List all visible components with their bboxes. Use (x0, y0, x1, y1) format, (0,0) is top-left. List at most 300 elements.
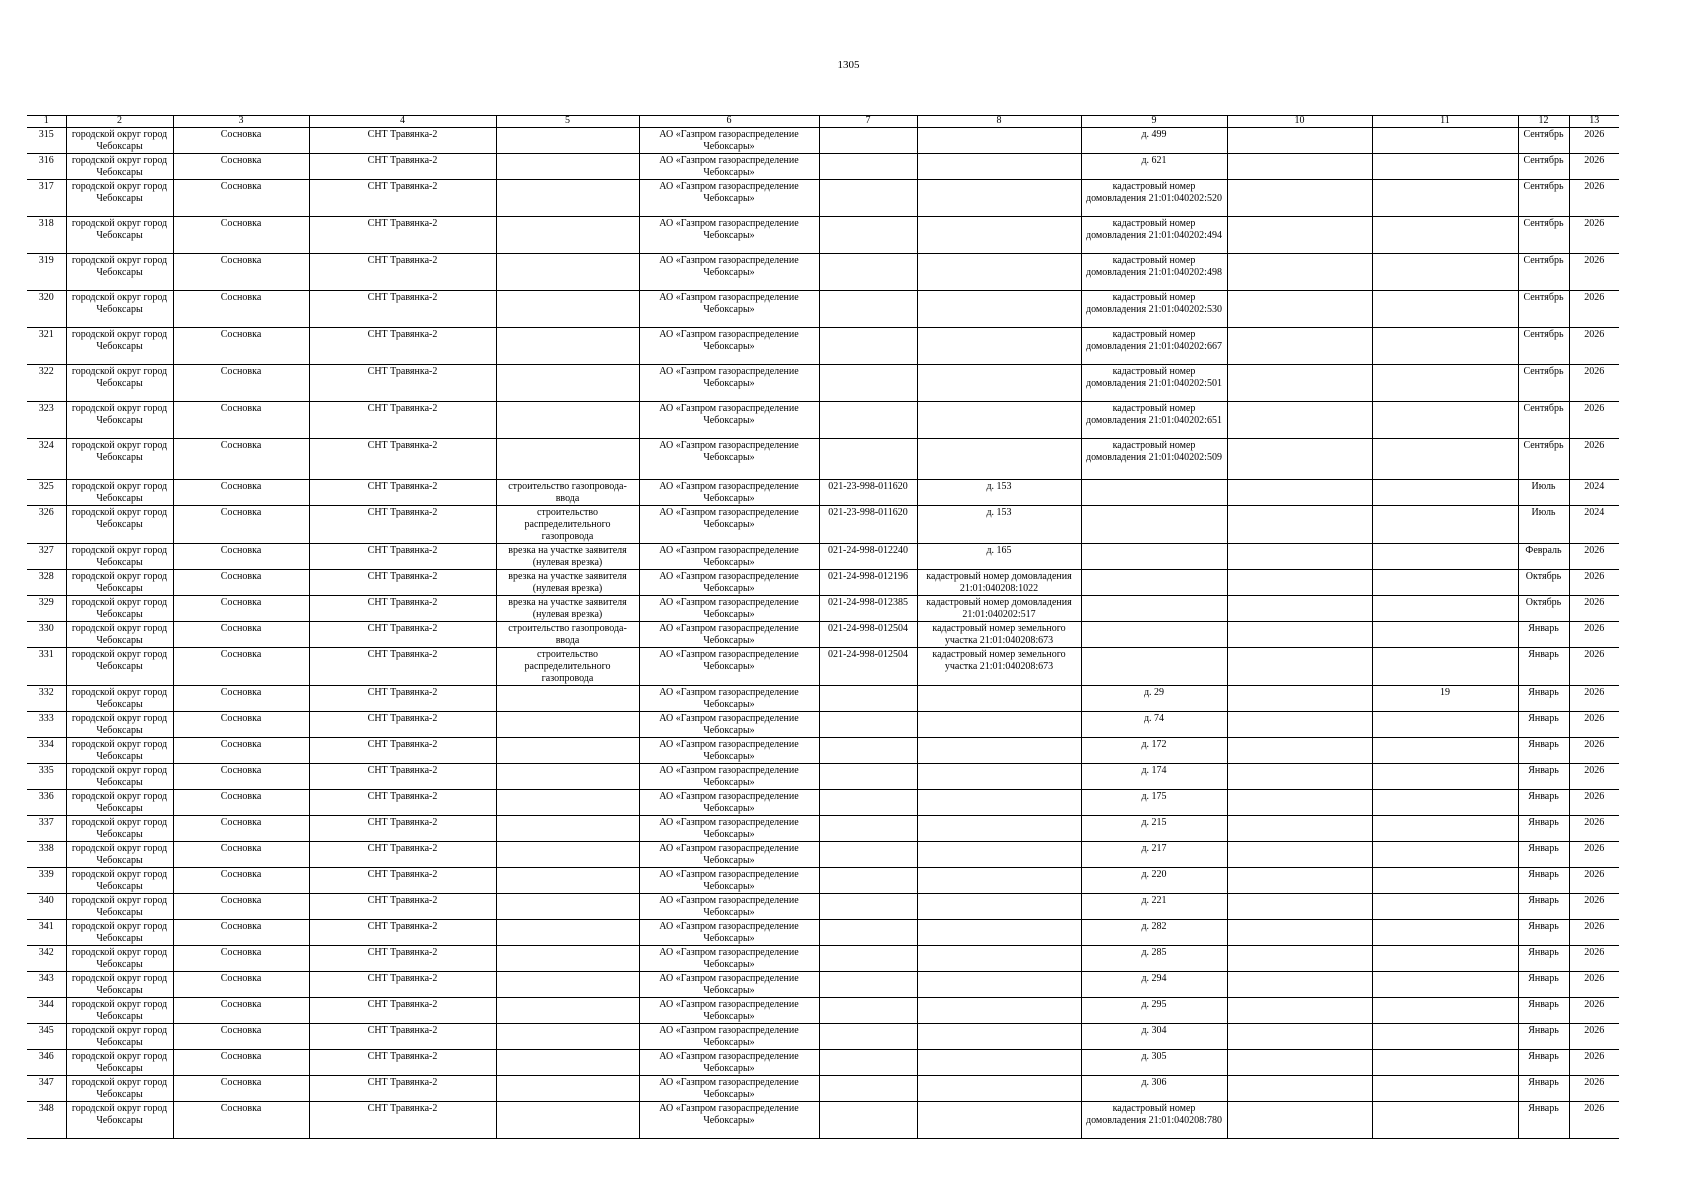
cell-contract-number: 021-24-998-012504 (819, 648, 917, 686)
cell-municipality: городской округ город Чебоксары (66, 180, 173, 217)
cell-organization: АО «Газпром газораспределение Чебоксары» (639, 816, 819, 842)
cell-house-address: кадастровый номер домовладения 21:01:040202:530 (1081, 291, 1227, 328)
table-row (27, 480, 1619, 506)
cell-row-number: 320 (27, 291, 66, 328)
cell-year: 2026 (1569, 842, 1619, 868)
cell-house-address: д. 306 (1081, 1076, 1227, 1102)
cell-work-type (496, 842, 639, 868)
cell-row-number: 346 (27, 1050, 66, 1076)
cell-col-11 (1372, 1024, 1518, 1050)
cell-year: 2024 (1569, 506, 1619, 544)
cell-col-10 (1227, 570, 1372, 596)
cell-year: 2026 (1569, 1050, 1619, 1076)
page-number: 1305 (837, 59, 860, 71)
column-header-6: 6 (639, 116, 819, 128)
cell-contract-number (819, 217, 917, 254)
cell-settlement: СНТ Травянка-2 (309, 180, 496, 217)
cell-col-10 (1227, 439, 1372, 480)
cell-col-10 (1227, 365, 1372, 402)
cell-col-10 (1227, 738, 1372, 764)
cell-year: 2026 (1569, 738, 1619, 764)
cell-row-number: 339 (27, 868, 66, 894)
cell-contract-number: 021-24-998-012196 (819, 570, 917, 596)
cell-house-address: д. 220 (1081, 868, 1227, 894)
cell-house-address (1081, 544, 1227, 570)
cell-organization: АО «Газпром газораспределение Чебоксары» (639, 154, 819, 180)
cell-work-type (496, 946, 639, 972)
cell-organization: АО «Газпром газораспределение Чебоксары» (639, 480, 819, 506)
cell-organization: АО «Газпром газораспределение Чебоксары» (639, 1102, 819, 1139)
cell-col-10 (1227, 180, 1372, 217)
cell-municipality: городской округ город Чебоксары (66, 1050, 173, 1076)
cell-contract-number (819, 920, 917, 946)
cell-row-number: 316 (27, 154, 66, 180)
cell-month: Сентябрь (1518, 128, 1569, 154)
cell-col-10 (1227, 790, 1372, 816)
cell-house-address: д. 499 (1081, 128, 1227, 154)
cell-settlement: СНТ Травянка-2 (309, 506, 496, 544)
cell-locality: Сосновка (173, 291, 309, 328)
table-row (27, 506, 1619, 544)
cell-contract-number (819, 1024, 917, 1050)
cell-col-11 (1372, 154, 1518, 180)
cell-row-number: 335 (27, 764, 66, 790)
table-row (27, 328, 1619, 365)
cell-settlement: СНТ Травянка-2 (309, 790, 496, 816)
table-row (27, 439, 1619, 480)
cell-locality: Сосновка (173, 894, 309, 920)
cell-organization: АО «Газпром газораспределение Чебоксары» (639, 291, 819, 328)
cell-col-11 (1372, 790, 1518, 816)
cell-municipality: городской округ город Чебоксары (66, 328, 173, 365)
cell-locality: Сосновка (173, 998, 309, 1024)
cell-col-10 (1227, 894, 1372, 920)
cell-year: 2026 (1569, 972, 1619, 998)
cell-organization: АО «Газпром газораспределение Чебоксары» (639, 894, 819, 920)
cell-locality: Сосновка (173, 254, 309, 291)
cell-col-11 (1372, 180, 1518, 217)
cell-month: Январь (1518, 842, 1569, 868)
cell-work-type (496, 998, 639, 1024)
cell-organization: АО «Газпром газораспределение Чебоксары» (639, 790, 819, 816)
cell-col-10 (1227, 1024, 1372, 1050)
table-row (27, 920, 1619, 946)
cell-month: Январь (1518, 816, 1569, 842)
cell-settlement: СНТ Травянка-2 (309, 328, 496, 365)
cell-year: 2026 (1569, 868, 1619, 894)
cell-house-address: д. 172 (1081, 738, 1227, 764)
cell-settlement: СНТ Травянка-2 (309, 480, 496, 506)
cell-house-address: д. 295 (1081, 998, 1227, 1024)
cell-organization: АО «Газпром газораспределение Чебоксары» (639, 254, 819, 291)
cell-work-type (496, 712, 639, 738)
cell-municipality: городской округ город Чебоксары (66, 622, 173, 648)
cell-organization: АО «Газпром газораспределение Чебоксары» (639, 842, 819, 868)
cell-locality: Сосновка (173, 686, 309, 712)
cell-object-address (917, 686, 1081, 712)
cell-month: Сентябрь (1518, 365, 1569, 402)
table-row (27, 622, 1619, 648)
cell-contract-number (819, 291, 917, 328)
cell-col-11 (1372, 972, 1518, 998)
table-row (27, 868, 1619, 894)
cell-work-type (496, 1076, 639, 1102)
cell-settlement: СНТ Травянка-2 (309, 1076, 496, 1102)
cell-house-address: кадастровый номер домовладения 21:01:040202:494 (1081, 217, 1227, 254)
cell-municipality: городской округ город Чебоксары (66, 544, 173, 570)
cell-municipality: городской округ город Чебоксары (66, 790, 173, 816)
cell-settlement: СНТ Травянка-2 (309, 738, 496, 764)
cell-col-10 (1227, 596, 1372, 622)
cell-col-11 (1372, 712, 1518, 738)
cell-settlement: СНТ Травянка-2 (309, 402, 496, 439)
cell-work-type (496, 764, 639, 790)
cell-col-11 (1372, 570, 1518, 596)
cell-settlement: СНТ Травянка-2 (309, 972, 496, 998)
table-row (27, 1050, 1619, 1076)
cell-col-10 (1227, 622, 1372, 648)
cell-object-address (917, 738, 1081, 764)
cell-house-address: д. 175 (1081, 790, 1227, 816)
cell-locality: Сосновка (173, 1076, 309, 1102)
cell-municipality: городской округ город Чебоксары (66, 1102, 173, 1139)
cell-house-address: д. 305 (1081, 1050, 1227, 1076)
cell-locality: Сосновка (173, 180, 309, 217)
cell-year: 2026 (1569, 894, 1619, 920)
cell-col-10 (1227, 1076, 1372, 1102)
cell-contract-number (819, 868, 917, 894)
cell-organization: АО «Газпром газораспределение Чебоксары» (639, 738, 819, 764)
cell-object-address (917, 842, 1081, 868)
cell-month: Февраль (1518, 544, 1569, 570)
cell-year: 2026 (1569, 254, 1619, 291)
cell-municipality: городской округ город Чебоксары (66, 1024, 173, 1050)
cell-object-address: д. 165 (917, 544, 1081, 570)
column-header-7: 7 (819, 116, 917, 128)
cell-work-type (496, 180, 639, 217)
cell-municipality: городской округ город Чебоксары (66, 686, 173, 712)
cell-contract-number (819, 1076, 917, 1102)
cell-year: 2026 (1569, 402, 1619, 439)
cell-col-11 (1372, 998, 1518, 1024)
cell-settlement: СНТ Травянка-2 (309, 686, 496, 712)
cell-col-10 (1227, 946, 1372, 972)
cell-month: Январь (1518, 920, 1569, 946)
cell-col-11 (1372, 506, 1518, 544)
column-header-13: 13 (1569, 116, 1619, 128)
cell-locality: Сосновка (173, 946, 309, 972)
cell-municipality: городской округ город Чебоксары (66, 946, 173, 972)
cell-organization: АО «Газпром газораспределение Чебоксары» (639, 868, 819, 894)
cell-col-10 (1227, 972, 1372, 998)
cell-month: Январь (1518, 790, 1569, 816)
cell-col-10 (1227, 480, 1372, 506)
cell-object-address (917, 868, 1081, 894)
cell-work-type: строительство газопровода-ввода (496, 622, 639, 648)
cell-object-address (917, 254, 1081, 291)
cell-municipality: городской округ город Чебоксары (66, 764, 173, 790)
cell-municipality: городской округ город Чебоксары (66, 648, 173, 686)
cell-month: Январь (1518, 946, 1569, 972)
cell-settlement: СНТ Травянка-2 (309, 365, 496, 402)
table-row (27, 596, 1619, 622)
cell-year: 2026 (1569, 544, 1619, 570)
cell-house-address: кадастровый номер домовладения 21:01:040202:520 (1081, 180, 1227, 217)
table-row (27, 217, 1619, 254)
cell-locality: Сосновка (173, 648, 309, 686)
column-header-9: 9 (1081, 116, 1227, 128)
cell-object-address (917, 154, 1081, 180)
cell-organization: АО «Газпром газораспределение Чебоксары» (639, 1024, 819, 1050)
cell-object-address (917, 328, 1081, 365)
cell-locality: Сосновка (173, 816, 309, 842)
cell-organization: АО «Газпром газораспределение Чебоксары» (639, 180, 819, 217)
cell-year: 2024 (1569, 480, 1619, 506)
cell-settlement: СНТ Травянка-2 (309, 1102, 496, 1139)
cell-month: Сентябрь (1518, 402, 1569, 439)
cell-locality: Сосновка (173, 402, 309, 439)
cell-work-type: врезка на участке заявителя (нулевая врезка) (496, 596, 639, 622)
cell-month: Сентябрь (1518, 154, 1569, 180)
cell-col-10 (1227, 920, 1372, 946)
cell-year: 2026 (1569, 1024, 1619, 1050)
cell-object-address (917, 946, 1081, 972)
cell-col-10 (1227, 128, 1372, 154)
cell-row-number: 324 (27, 439, 66, 480)
cell-object-address: д. 153 (917, 506, 1081, 544)
cell-contract-number: 021-24-998-012504 (819, 622, 917, 648)
cell-year: 2026 (1569, 570, 1619, 596)
cell-settlement: СНТ Травянка-2 (309, 648, 496, 686)
cell-house-address (1081, 596, 1227, 622)
column-header-1: 1 (27, 116, 66, 128)
cell-object-address (917, 712, 1081, 738)
cell-house-address (1081, 480, 1227, 506)
cell-house-address: д. 621 (1081, 154, 1227, 180)
cell-locality: Сосновка (173, 1024, 309, 1050)
cell-year: 2026 (1569, 920, 1619, 946)
cell-col-10 (1227, 1050, 1372, 1076)
cell-contract-number (819, 842, 917, 868)
cell-row-number: 322 (27, 365, 66, 402)
cell-month: Июль (1518, 480, 1569, 506)
cell-month: Октябрь (1518, 596, 1569, 622)
cell-locality: Сосновка (173, 217, 309, 254)
table-row (27, 686, 1619, 712)
cell-col-11 (1372, 544, 1518, 570)
cell-settlement: СНТ Травянка-2 (309, 544, 496, 570)
cell-month: Январь (1518, 738, 1569, 764)
cell-organization: АО «Газпром газораспределение Чебоксары» (639, 764, 819, 790)
cell-locality: Сосновка (173, 439, 309, 480)
cell-object-address (917, 998, 1081, 1024)
cell-month: Январь (1518, 998, 1569, 1024)
cell-locality: Сосновка (173, 128, 309, 154)
cell-contract-number (819, 365, 917, 402)
cell-settlement: СНТ Травянка-2 (309, 439, 496, 480)
cell-col-11 (1372, 648, 1518, 686)
cell-month: Сентябрь (1518, 254, 1569, 291)
cell-row-number: 326 (27, 506, 66, 544)
cell-col-11 (1372, 816, 1518, 842)
cell-work-type (496, 217, 639, 254)
cell-col-11 (1372, 920, 1518, 946)
cell-house-address: д. 215 (1081, 816, 1227, 842)
cell-row-number: 342 (27, 946, 66, 972)
cell-settlement: СНТ Травянка-2 (309, 920, 496, 946)
cell-house-address (1081, 648, 1227, 686)
cell-settlement: СНТ Травянка-2 (309, 946, 496, 972)
table-row (27, 738, 1619, 764)
cell-locality: Сосновка (173, 1050, 309, 1076)
cell-contract-number: 021-23-998-011620 (819, 480, 917, 506)
cell-col-11 (1372, 128, 1518, 154)
cell-col-11 (1372, 738, 1518, 764)
cell-work-type (496, 790, 639, 816)
cell-contract-number (819, 998, 917, 1024)
cell-municipality: городской округ город Чебоксары (66, 920, 173, 946)
cell-col-11 (1372, 1076, 1518, 1102)
cell-row-number: 321 (27, 328, 66, 365)
cell-organization: АО «Газпром газораспределение Чебоксары» (639, 920, 819, 946)
cell-house-address: д. 221 (1081, 894, 1227, 920)
cell-locality: Сосновка (173, 570, 309, 596)
cell-col-10 (1227, 764, 1372, 790)
cell-municipality: городской округ город Чебоксары (66, 570, 173, 596)
cell-row-number: 318 (27, 217, 66, 254)
cell-house-address: кадастровый номер домовладения 21:01:040202:509 (1081, 439, 1227, 480)
cell-contract-number: 021-23-998-011620 (819, 506, 917, 544)
table-row (27, 291, 1619, 328)
cell-work-type: врезка на участке заявителя (нулевая врезка) (496, 544, 639, 570)
cell-col-10 (1227, 217, 1372, 254)
cell-work-type (496, 868, 639, 894)
table-row (27, 946, 1619, 972)
cell-col-10 (1227, 328, 1372, 365)
cell-settlement: СНТ Травянка-2 (309, 622, 496, 648)
cell-settlement: СНТ Травянка-2 (309, 1050, 496, 1076)
cell-month: Январь (1518, 764, 1569, 790)
cell-locality: Сосновка (173, 328, 309, 365)
cell-object-address (917, 816, 1081, 842)
cell-municipality: городской округ город Чебоксары (66, 365, 173, 402)
cell-locality: Сосновка (173, 920, 309, 946)
cell-row-number: 319 (27, 254, 66, 291)
cell-year: 2026 (1569, 217, 1619, 254)
cell-row-number: 336 (27, 790, 66, 816)
table-row (27, 365, 1619, 402)
cell-col-11 (1372, 622, 1518, 648)
cell-row-number: 329 (27, 596, 66, 622)
cell-contract-number (819, 439, 917, 480)
cell-year: 2026 (1569, 946, 1619, 972)
table-row (27, 128, 1619, 154)
cell-object-address (917, 402, 1081, 439)
cell-house-address: кадастровый номер домовладения 21:01:040202:651 (1081, 402, 1227, 439)
cell-house-address: кадастровый номер домовладения 21:01:040208:780 (1081, 1102, 1227, 1139)
cell-month: Январь (1518, 648, 1569, 686)
header-row (27, 116, 1619, 128)
cell-object-address (917, 1076, 1081, 1102)
cell-organization: АО «Газпром газораспределение Чебоксары» (639, 972, 819, 998)
cell-municipality: городской округ город Чебоксары (66, 816, 173, 842)
cell-locality: Сосновка (173, 738, 309, 764)
cell-municipality: городской округ город Чебоксары (66, 291, 173, 328)
cell-col-10 (1227, 712, 1372, 738)
cell-locality: Сосновка (173, 712, 309, 738)
cell-work-type: врезка на участке заявителя (нулевая врезка) (496, 570, 639, 596)
cell-work-type (496, 972, 639, 998)
cell-object-address (917, 972, 1081, 998)
cell-organization: АО «Газпром газораспределение Чебоксары» (639, 622, 819, 648)
cell-object-address (917, 439, 1081, 480)
cell-year: 2026 (1569, 180, 1619, 217)
cell-contract-number (819, 128, 917, 154)
table-row (27, 764, 1619, 790)
cell-organization: АО «Газпром газораспределение Чебоксары» (639, 570, 819, 596)
cell-year: 2026 (1569, 816, 1619, 842)
cell-row-number: 327 (27, 544, 66, 570)
cell-col-11 (1372, 291, 1518, 328)
cell-object-address: кадастровый номер земельного участка 21:01:040208:673 (917, 622, 1081, 648)
cell-year: 2026 (1569, 365, 1619, 402)
cell-contract-number: 021-24-998-012385 (819, 596, 917, 622)
cell-locality: Сосновка (173, 154, 309, 180)
cell-locality: Сосновка (173, 596, 309, 622)
cell-settlement: СНТ Травянка-2 (309, 712, 496, 738)
table-row (27, 648, 1619, 686)
cell-settlement: СНТ Травянка-2 (309, 1024, 496, 1050)
cell-col-10 (1227, 291, 1372, 328)
cell-object-address (917, 920, 1081, 946)
cell-month: Январь (1518, 712, 1569, 738)
cell-month: Июль (1518, 506, 1569, 544)
cell-contract-number (819, 894, 917, 920)
cell-col-11 (1372, 894, 1518, 920)
cell-year: 2026 (1569, 648, 1619, 686)
table-row (27, 712, 1619, 738)
table-row (27, 790, 1619, 816)
cell-organization: АО «Газпром газораспределение Чебоксары» (639, 998, 819, 1024)
cell-col-10 (1227, 254, 1372, 291)
cell-contract-number (819, 972, 917, 998)
cell-house-address: кадастровый номер домовладения 21:01:040202:667 (1081, 328, 1227, 365)
cell-col-11 (1372, 217, 1518, 254)
cell-work-type (496, 154, 639, 180)
cell-col-10 (1227, 686, 1372, 712)
cell-settlement: СНТ Травянка-2 (309, 816, 496, 842)
cell-row-number: 334 (27, 738, 66, 764)
cell-municipality: городской округ город Чебоксары (66, 894, 173, 920)
cell-locality: Сосновка (173, 790, 309, 816)
cell-contract-number (819, 402, 917, 439)
cell-organization: АО «Газпром газораспределение Чебоксары» (639, 128, 819, 154)
cell-row-number: 344 (27, 998, 66, 1024)
cell-row-number: 331 (27, 648, 66, 686)
cell-col-10 (1227, 998, 1372, 1024)
cell-house-address: д. 285 (1081, 946, 1227, 972)
cell-month: Январь (1518, 1050, 1569, 1076)
cell-municipality: городской округ город Чебоксары (66, 439, 173, 480)
cell-organization: АО «Газпром газораспределение Чебоксары» (639, 1050, 819, 1076)
cell-settlement: СНТ Травянка-2 (309, 217, 496, 254)
cell-month: Январь (1518, 686, 1569, 712)
cell-row-number: 323 (27, 402, 66, 439)
cell-col-10 (1227, 506, 1372, 544)
cell-object-address (917, 217, 1081, 254)
cell-locality: Сосновка (173, 764, 309, 790)
cell-month: Сентябрь (1518, 180, 1569, 217)
